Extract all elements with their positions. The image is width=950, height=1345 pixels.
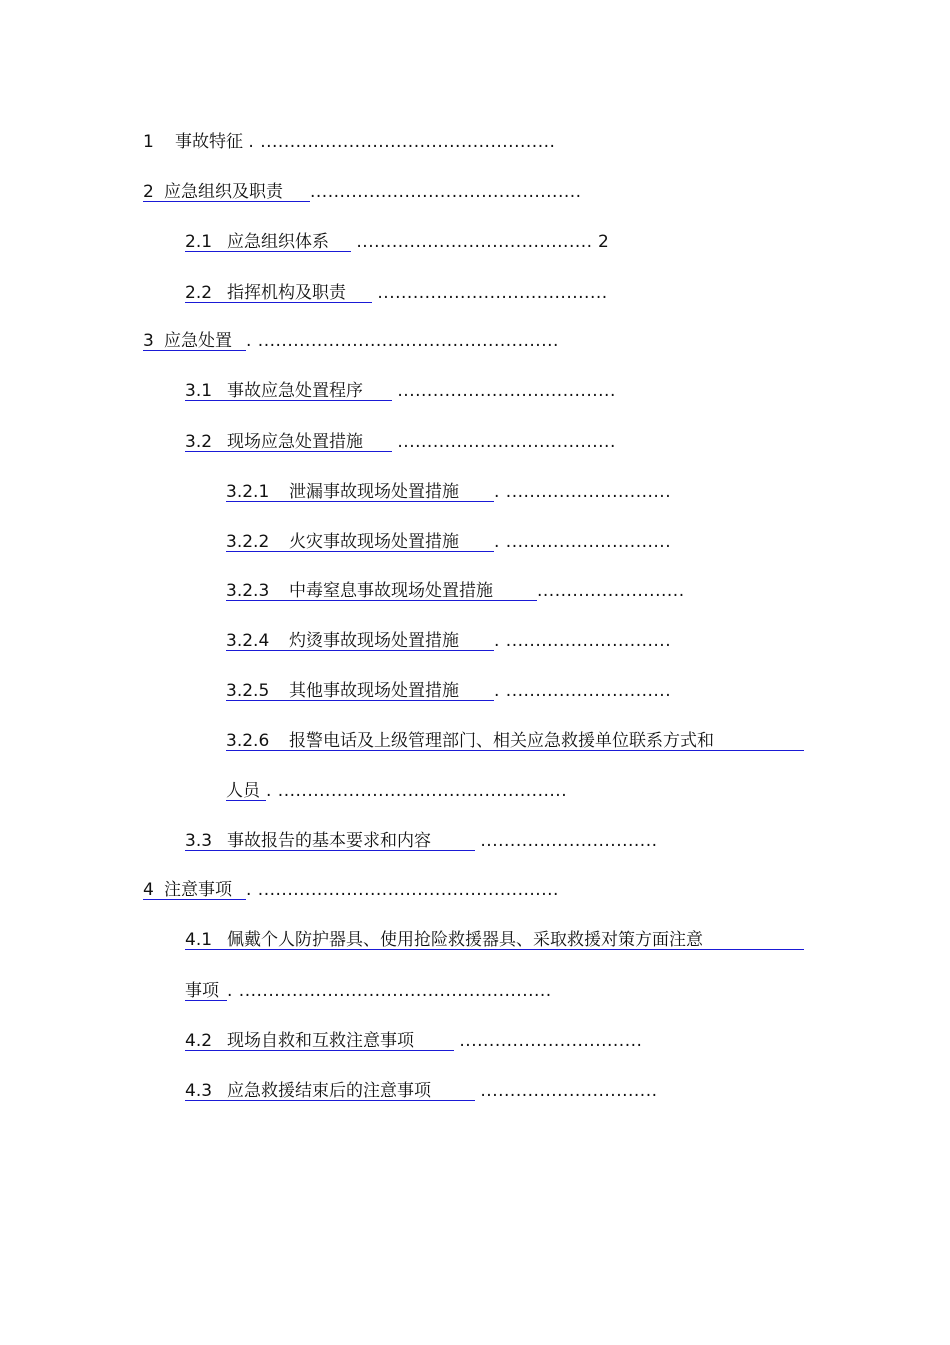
toc-link[interactable] [185, 382, 392, 401]
toc-link[interactable] [226, 682, 494, 701]
toc-entry-4-1[interactable] [185, 930, 804, 950]
toc-link[interactable] [226, 483, 494, 502]
toc-number: 4.3 [185, 1081, 213, 1101]
toc-leader: . ................................................... [246, 331, 559, 351]
toc-link[interactable] [185, 832, 475, 851]
toc-leader: ........................................ [356, 232, 593, 252]
toc-number: 4 [143, 880, 154, 900]
toc-number: 2.2 [185, 283, 213, 303]
toc-entry-2-1[interactable] [185, 232, 609, 252]
toc-entry-3[interactable] [143, 331, 559, 351]
toc-number: 3.2.3 [226, 581, 270, 601]
toc-entry-1[interactable] [143, 132, 555, 152]
toc-leader: ..................................... [397, 381, 616, 401]
toc-title: 事项 [185, 981, 219, 1001]
toc-page-number: 2 [597, 232, 609, 252]
toc-leader: . ............................ [494, 482, 672, 502]
toc-entry-4-2[interactable] [185, 1031, 642, 1051]
toc-number: 3.2 [185, 432, 213, 452]
toc-link[interactable] [226, 632, 494, 651]
toc-leader: . .................................................. [248, 132, 556, 152]
toc-title: 中毒窒息事故现场处置措施 [289, 581, 493, 601]
toc-entry-3-2-4[interactable] [226, 631, 671, 651]
toc-link[interactable] [143, 881, 246, 900]
toc-link[interactable] [185, 1082, 475, 1101]
toc-entry-3-2-2[interactable] [226, 532, 671, 552]
toc-title: 其他事故现场处置措施 [289, 681, 459, 701]
toc-entry-2-2[interactable] [185, 283, 608, 303]
toc-leader: ............................... [459, 1031, 643, 1051]
toc-leader: . ................................................... [246, 880, 559, 900]
toc-link[interactable] [185, 284, 372, 303]
toc-number: 2.1 [185, 232, 213, 252]
toc-entry-3-3[interactable] [185, 831, 658, 851]
toc-title: 指挥机构及职责 [227, 283, 346, 303]
toc-entry-3-2[interactable] [185, 432, 616, 452]
toc-entry-4[interactable] [143, 880, 559, 900]
toc-title: 事故特征 [175, 132, 243, 152]
toc-title: 事故报告的基本要求和内容 [227, 831, 431, 851]
toc-link[interactable] [226, 782, 266, 801]
toc-entry-4-1-continued[interactable] [185, 981, 552, 1001]
toc-link[interactable] [226, 582, 537, 601]
toc-link[interactable] [143, 332, 246, 351]
toc-number: 4.2 [185, 1031, 213, 1051]
toc-link[interactable] [226, 732, 804, 751]
toc-title: 应急救援结束后的注意事项 [227, 1081, 431, 1101]
toc-title: 事故应急处置程序 [227, 381, 363, 401]
toc-link[interactable] [185, 931, 804, 950]
toc-title: 火灾事故现场处置措施 [289, 532, 459, 552]
toc-title: 灼烫事故现场处置措施 [289, 631, 459, 651]
toc-title: 应急处置 [164, 331, 232, 351]
toc-title: 报警电话及上级管理部门、相关应急救援单位联系方式和 [289, 731, 714, 751]
toc-leader: . ............................ [494, 631, 672, 651]
toc-number: 3.1 [185, 381, 213, 401]
toc-number: 3.2.4 [226, 631, 270, 651]
toc-link[interactable] [143, 183, 310, 202]
toc-link[interactable] [185, 1032, 454, 1051]
toc-entry-3-2-3[interactable] [226, 581, 685, 601]
toc-leader: . ............................ [494, 681, 672, 701]
toc-number: 2 [143, 182, 154, 202]
toc-link[interactable] [185, 433, 392, 452]
toc-link[interactable] [185, 233, 351, 252]
toc-entry-3-2-6[interactable] [226, 731, 804, 751]
toc-link[interactable] [226, 533, 494, 552]
toc-title: 注意事项 [164, 880, 232, 900]
toc-number: 3.2.6 [226, 731, 270, 751]
toc-title: 应急组织体系 [227, 232, 329, 252]
toc-entry-3-2-5[interactable] [226, 681, 671, 701]
toc-number: 4.1 [185, 930, 213, 950]
toc-entry-3-1[interactable] [185, 381, 616, 401]
toc-title: 人员 [226, 781, 260, 801]
toc-title: 佩戴个人防护器具、使用抢险救援器具、采取救援对策方面注意 [227, 930, 703, 950]
toc-leader: . ..................................................... [227, 981, 552, 1001]
toc-entry-2[interactable] [143, 182, 582, 202]
toc-leader: .............................. [480, 831, 658, 851]
toc-entry-3-2-1[interactable] [226, 482, 671, 502]
toc-number: 3.2.5 [226, 681, 270, 701]
toc-entry-3-2-6-continued[interactable] [226, 781, 567, 801]
toc-number: 3.2.1 [226, 482, 270, 502]
toc-title: 现场自救和互救注意事项 [227, 1031, 414, 1051]
toc-entry-4-3[interactable] [185, 1081, 658, 1101]
toc-leader: ..................................... [397, 432, 616, 452]
toc-link[interactable] [185, 982, 227, 1001]
toc-number: 3 [143, 331, 154, 351]
toc-title: 应急组织及职责 [164, 182, 283, 202]
toc-number: 3.3 [185, 831, 213, 851]
toc-leader: .............................. [480, 1081, 658, 1101]
toc-leader: . ................................................. [266, 781, 568, 801]
toc-number: 3.2.2 [226, 532, 270, 552]
toc-number: 1 [143, 132, 154, 152]
toc-leader: ....................................... [377, 283, 608, 303]
toc-leader: ......................... [537, 581, 685, 601]
toc-title: 泄漏事故现场处置措施 [289, 482, 459, 502]
toc-title: 现场应急处置措施 [227, 432, 363, 452]
toc-leader: . ............................ [494, 532, 672, 552]
toc-leader: .............................................. [310, 182, 582, 202]
